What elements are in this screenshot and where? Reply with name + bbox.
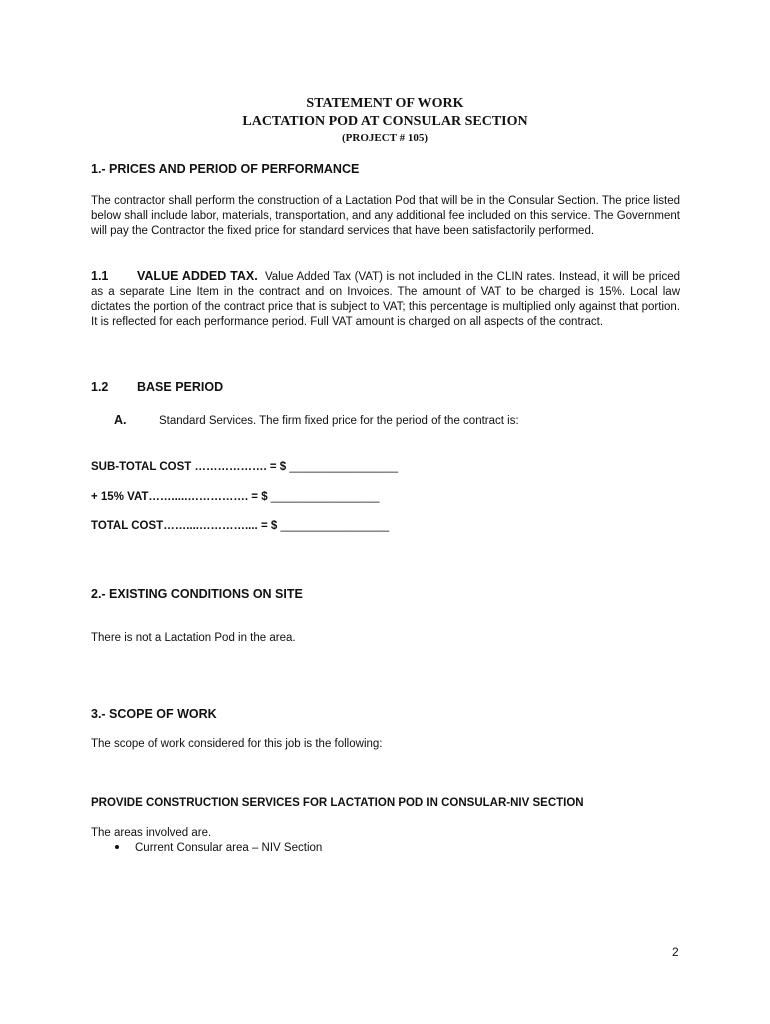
bullet-text: Current Consular area – NIV Section <box>135 842 323 854</box>
section-1-1-paragraph <box>91 269 680 330</box>
section-1-2-title: BASE PERIOD <box>137 380 224 394</box>
section-1-2-number: 1.2 <box>91 380 109 394</box>
subtotal-cost-label: SUB-TOTAL COST ………………. = $ <box>91 461 287 473</box>
item-a-letter: A. <box>114 413 127 427</box>
section-3-text: The scope of work considered for this job is the following: <box>91 738 383 750</box>
document-title <box>0 95 770 146</box>
base-period-item-a <box>114 413 519 427</box>
section-2-text: There is not a Lactation Pod in the area. <box>91 632 296 644</box>
subtotal-cost-blank: _________________ <box>286 461 399 473</box>
section-1-heading: 1.- PRICES AND PERIOD OF PERFORMANCE <box>91 162 360 176</box>
subtotal-cost-line <box>91 461 398 473</box>
total-cost-blank: _________________ <box>277 520 390 532</box>
total-cost-line <box>91 520 389 532</box>
section-1-2-heading <box>91 380 223 394</box>
title-statement-of-work: STATEMENT OF WORK <box>306 96 464 111</box>
section-1-paragraph: The contractor shall perform the construction of a Lactation Pod that will be in the Consular Section. The price listed below shall include labor, materials, transportation, and any additional fee included on this service. The Government will pay the Contractor the fixed price for standard services that have been satisfactorily performed. <box>91 195 680 237</box>
list-item <box>115 842 322 854</box>
section-3-heading: 3.- SCOPE OF WORK <box>91 707 217 721</box>
section-3-subheading: PROVIDE CONSTRUCTION SERVICES FOR LACTATION POD IN CONSULAR-NIV SECTION <box>91 797 584 809</box>
areas-intro: The areas involved are. <box>91 827 212 839</box>
vat-blank: _________________ <box>267 491 380 503</box>
section-2-heading: 2.- EXISTING CONDITIONS ON SITE <box>91 587 303 601</box>
vat-line <box>91 491 380 503</box>
bullet-icon <box>115 845 119 849</box>
title-project-number: (PROJECT # 105) <box>342 132 428 144</box>
total-cost-label: TOTAL COST……....………….... = $ <box>91 520 278 532</box>
title-project-name: LACTATION POD AT CONSULAR SECTION <box>242 114 528 129</box>
vat-label: + 15% VAT…….....……………. = $ <box>91 491 268 503</box>
section-1-1-title: VALUE ADDED TAX. <box>137 269 258 283</box>
section-1-1-text: Value Added Tax (VAT) is not included in the CLIN rates. Instead, it will be priced as a separate Line Item in the contract and on Invoices. The amount of VAT to be charged is 15%. Local law dictates the portion of the contract price that is subject to VAT; this percentage is multiplied only against that portion. It is reflected for each performance period. Full VAT amount is charged on all aspects of the contract. <box>91 271 680 328</box>
section-1-1-number: 1.1 <box>91 269 109 283</box>
item-a-text: Standard Services. The firm fixed price for the period of the contract is: <box>159 415 519 427</box>
page-number: 2 <box>672 945 679 959</box>
